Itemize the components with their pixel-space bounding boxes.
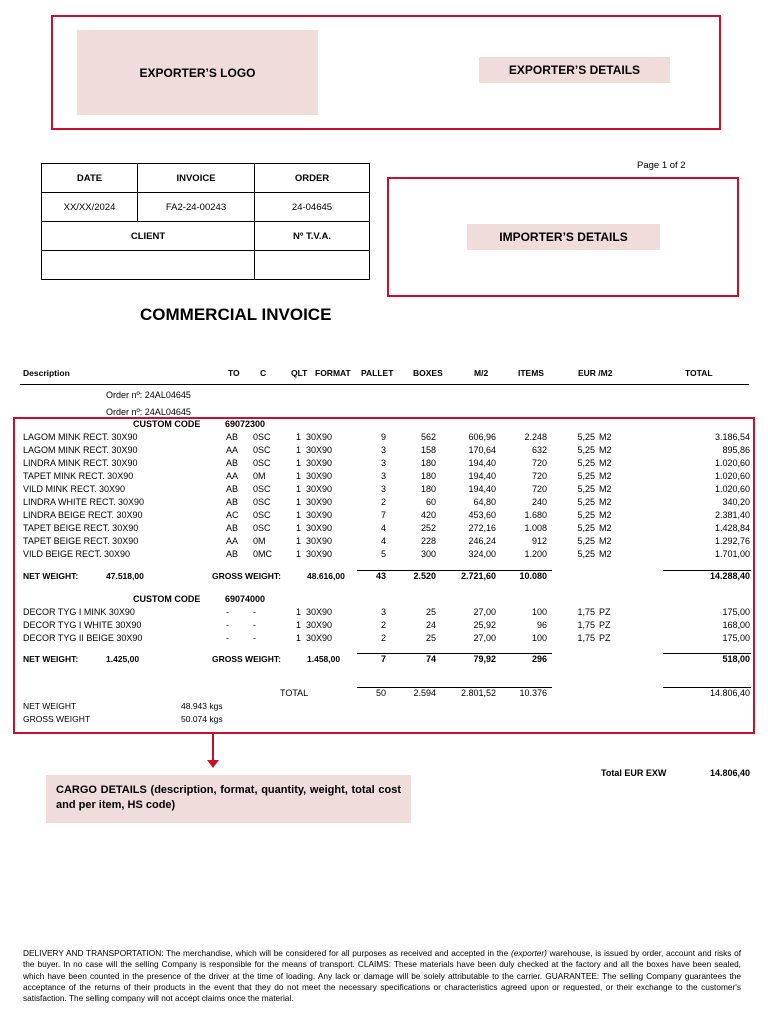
row-total: 2.381,40 bbox=[714, 510, 750, 520]
row-format: 30X90 bbox=[306, 536, 333, 546]
subtotal-total: 14.288,40 bbox=[709, 571, 750, 581]
col-eur-m2: EUR /M2 bbox=[578, 368, 613, 378]
order-value: 24-04645 bbox=[255, 193, 370, 222]
date-label: DATE bbox=[42, 164, 138, 193]
row-format: 30X90 bbox=[306, 497, 333, 507]
row-pallet: 4 bbox=[380, 536, 386, 546]
subtotal-items: 296 bbox=[531, 654, 547, 664]
terms-footer bbox=[23, 948, 741, 1004]
row-items: 240 bbox=[531, 497, 547, 507]
subtotal-boxes: 74 bbox=[425, 654, 436, 664]
row-to: - bbox=[226, 607, 229, 617]
custom-code-label: CUSTOM CODE bbox=[133, 419, 201, 429]
exporter-details-placeholder: EXPORTER’S DETAILS bbox=[479, 57, 670, 83]
row-format: 30X90 bbox=[306, 432, 333, 442]
subtotal-m2: 2.721,60 bbox=[460, 571, 496, 581]
row-items: 1.200 bbox=[524, 549, 547, 559]
row-items: 100 bbox=[531, 607, 547, 617]
row-desc: LAGOM MINK RECT. 30X90 bbox=[23, 445, 138, 455]
terms-text: warehouse, is issued by order, account and risks of the buyer. In no case will the selling Company is responsible for the means of transport. CLAIMS: These materials have been duly checked at the factory and all the boxes have been sealed, which have been counted in the presence of the driver at the time of loading. Any lack or damage will be solely attributable to the carrier. GUARANTEE: The selling Company guarantees the acceptance of the returns of their products in the event that they do not meet the necessary specifications or characteristics agreed upon or requested, or their exchange to the customer's satisfaction. The selling company will not accept claims once the material. bbox=[23, 948, 741, 1004]
row-desc: DECOR TYG I MINK 30X90 bbox=[23, 607, 135, 617]
custom-code-value: 69074000 bbox=[225, 594, 266, 604]
exporter-logo-placeholder: EXPORTER’S LOGO bbox=[77, 30, 318, 115]
row-unit: M2 bbox=[599, 432, 612, 442]
total-exw-label: Total EUR EXW bbox=[601, 768, 667, 778]
tva-value bbox=[255, 251, 370, 280]
row-unit: M2 bbox=[599, 445, 612, 455]
row-m2: 25,92 bbox=[473, 620, 496, 630]
total-net-weight-value: 48.943 kgs bbox=[181, 701, 223, 711]
col-boxes: BOXES bbox=[413, 368, 443, 378]
row-desc: LINDRA WHITE RECT. 30X90 bbox=[23, 497, 145, 507]
row-items: 720 bbox=[531, 458, 547, 468]
row-desc: TAPET BEIGE RECT. 30X90 bbox=[23, 523, 139, 533]
total-gross-weight-label: GROSS WEIGHT bbox=[23, 714, 91, 724]
row-m2: 246,24 bbox=[468, 536, 496, 546]
total-exw-value: 14.806,40 bbox=[709, 768, 750, 778]
col-items: ITEMS bbox=[518, 368, 544, 378]
row-to: - bbox=[226, 633, 229, 643]
order-reference: Order nº: 24AL04645 bbox=[106, 407, 191, 417]
row-c: - bbox=[253, 633, 256, 643]
gross-weight-label: GROSS WEIGHT: bbox=[212, 571, 281, 581]
row-items: 912 bbox=[531, 536, 547, 546]
row-format: 30X90 bbox=[306, 484, 333, 494]
row-to: AB bbox=[226, 484, 239, 494]
grand-total-amount: 14.806,40 bbox=[709, 688, 750, 698]
row-total: 1.428,84 bbox=[714, 523, 750, 533]
invoice-value: FA2-24-00243 bbox=[138, 193, 255, 222]
row-boxes: 60 bbox=[425, 497, 436, 507]
row-total: 168,00 bbox=[722, 620, 750, 630]
order-label: ORDER bbox=[255, 164, 370, 193]
col-pallet: PALLET bbox=[361, 368, 394, 378]
row-m2: 194,40 bbox=[468, 471, 496, 481]
row-price: 5,25 bbox=[577, 432, 595, 442]
col-to: TO bbox=[228, 368, 240, 378]
row-boxes: 180 bbox=[420, 458, 436, 468]
total-gross-weight-value: 50.074 kgs bbox=[181, 714, 223, 724]
date-value: XX/XX/2024 bbox=[42, 193, 138, 222]
col-c: C bbox=[260, 368, 267, 378]
row-qlt: 1 bbox=[295, 484, 301, 494]
subtotal-boxes: 2.520 bbox=[413, 571, 436, 581]
net-weight-value: 47.518,00 bbox=[106, 571, 144, 581]
row-desc: TAPET MINK RECT. 30X90 bbox=[23, 471, 134, 481]
row-to: - bbox=[226, 620, 229, 630]
row-qlt: 1 bbox=[295, 620, 301, 630]
row-unit: PZ bbox=[599, 633, 611, 643]
row-boxes: 180 bbox=[420, 471, 436, 481]
row-boxes: 180 bbox=[420, 484, 436, 494]
row-to: AA bbox=[226, 536, 239, 546]
grand-total-m2: 2.801,52 bbox=[460, 688, 496, 698]
row-m2: 27,00 bbox=[473, 607, 496, 617]
row-m2: 272,16 bbox=[468, 523, 496, 533]
row-price: 1,75 bbox=[577, 633, 595, 643]
row-qlt: 1 bbox=[295, 549, 301, 559]
importer-details-placeholder: IMPORTER’S DETAILS bbox=[467, 224, 660, 250]
gross-weight-value: 48.616,00 bbox=[307, 571, 345, 581]
row-total: 1.292,76 bbox=[714, 536, 750, 546]
client-label: CLIENT bbox=[42, 222, 255, 251]
row-items: 720 bbox=[531, 471, 547, 481]
row-c: 0SC bbox=[253, 445, 271, 455]
row-price: 1,75 bbox=[577, 607, 595, 617]
row-price: 5,25 bbox=[577, 523, 595, 533]
subtotal-total: 518,00 bbox=[722, 654, 750, 664]
row-items: 632 bbox=[531, 445, 547, 455]
row-m2: 606,96 bbox=[468, 432, 496, 442]
document-title: COMMERCIAL INVOICE bbox=[140, 305, 332, 324]
grand-total-items: 10.376 bbox=[519, 688, 547, 698]
row-unit: M2 bbox=[599, 536, 612, 546]
row-total: 1.020,60 bbox=[714, 471, 750, 481]
row-to: AB bbox=[226, 497, 239, 507]
row-m2: 170,64 bbox=[468, 445, 496, 455]
terms-text: DELIVERY AND TRANSPORTATION: The merchandise, which will be considered for all purposes as received and accepted in the bbox=[23, 948, 511, 958]
col-description: Description bbox=[23, 368, 70, 378]
order-reference: Order nº: 24AL04645 bbox=[106, 390, 191, 400]
row-to: AB bbox=[226, 549, 239, 559]
cargo-details-note: CARGO DETAILS (description, format, quantity, weight, total cost and per item, HS code) bbox=[46, 775, 411, 823]
row-to: AB bbox=[226, 523, 239, 533]
row-desc: LINDRA MINK RECT. 30X90 bbox=[23, 458, 138, 468]
row-c: 0SC bbox=[253, 497, 271, 507]
row-boxes: 158 bbox=[420, 445, 436, 455]
row-m2: 324,00 bbox=[468, 549, 496, 559]
row-format: 30X90 bbox=[306, 471, 333, 481]
page-number: Page 1 of 2 bbox=[637, 160, 686, 171]
invoice-label: INVOICE bbox=[138, 164, 255, 193]
row-price: 5,25 bbox=[577, 536, 595, 546]
row-unit: M2 bbox=[599, 523, 612, 533]
row-pallet: 2 bbox=[380, 497, 386, 507]
arrow-down-icon bbox=[207, 760, 219, 768]
row-to: AB bbox=[226, 432, 239, 442]
header-rule bbox=[20, 384, 749, 385]
row-pallet: 9 bbox=[380, 432, 386, 442]
row-c: - bbox=[253, 607, 256, 617]
row-to: AA bbox=[226, 471, 239, 481]
row-c: 0SC bbox=[253, 523, 271, 533]
row-c: 0SC bbox=[253, 510, 271, 520]
row-desc: TAPET BEIGE RECT. 30X90 bbox=[23, 536, 139, 546]
row-qlt: 1 bbox=[295, 497, 301, 507]
row-total: 3.186,54 bbox=[714, 432, 750, 442]
tva-label: Nº T.V.A. bbox=[255, 222, 370, 251]
row-qlt: 1 bbox=[295, 510, 301, 520]
row-total: 175,00 bbox=[722, 607, 750, 617]
col-m2: M/2 bbox=[474, 368, 489, 378]
row-unit: PZ bbox=[599, 620, 611, 630]
row-unit: M2 bbox=[599, 471, 612, 481]
grand-total-boxes: 2.594 bbox=[413, 688, 436, 698]
row-boxes: 300 bbox=[420, 549, 436, 559]
row-desc: DECOR TYG I WHITE 30X90 bbox=[23, 620, 142, 630]
row-pallet: 3 bbox=[380, 484, 386, 494]
row-desc: VILD MINK RECT. 30X90 bbox=[23, 484, 126, 494]
row-price: 5,25 bbox=[577, 471, 595, 481]
row-to: AA bbox=[226, 445, 239, 455]
row-boxes: 228 bbox=[420, 536, 436, 546]
arrow-line bbox=[212, 733, 214, 763]
row-qlt: 1 bbox=[295, 536, 301, 546]
terms-italic: (exporter) bbox=[510, 948, 547, 958]
subtotal-pallet: 43 bbox=[375, 571, 386, 581]
row-pallet: 5 bbox=[380, 549, 386, 559]
row-price: 5,25 bbox=[577, 484, 595, 494]
row-boxes: 25 bbox=[425, 607, 436, 617]
grand-total-label: TOTAL bbox=[280, 688, 309, 698]
row-c: 0M bbox=[253, 471, 266, 481]
row-price: 5,25 bbox=[577, 458, 595, 468]
row-pallet: 3 bbox=[380, 458, 386, 468]
custom-code-label: CUSTOM CODE bbox=[133, 594, 201, 604]
row-qlt: 1 bbox=[295, 607, 301, 617]
row-unit: M2 bbox=[599, 549, 612, 559]
row-items: 720 bbox=[531, 484, 547, 494]
row-pallet: 3 bbox=[380, 607, 386, 617]
grand-total-pallet: 50 bbox=[375, 688, 386, 698]
row-format: 30X90 bbox=[306, 620, 333, 630]
row-desc: LINDRA BEIGE RECT. 30X90 bbox=[23, 510, 143, 520]
row-c: 0SC bbox=[253, 484, 271, 494]
col-qlt: QLT bbox=[291, 368, 308, 378]
row-format: 30X90 bbox=[306, 633, 333, 643]
col-format: FORMAT bbox=[315, 368, 351, 378]
row-m2: 194,40 bbox=[468, 484, 496, 494]
row-qlt: 1 bbox=[295, 458, 301, 468]
invoice-info-table bbox=[41, 163, 370, 280]
row-items: 1.008 bbox=[524, 523, 547, 533]
row-desc: VILD BEIGE RECT. 30X90 bbox=[23, 549, 131, 559]
row-price: 5,25 bbox=[577, 510, 595, 520]
row-pallet: 4 bbox=[380, 523, 386, 533]
row-price: 5,25 bbox=[577, 549, 595, 559]
gross-weight-value: 1.458,00 bbox=[307, 654, 341, 664]
row-total: 1.020,60 bbox=[714, 484, 750, 494]
row-desc: DECOR TYG II BEIGE 30X90 bbox=[23, 633, 143, 643]
row-total: 1.701,00 bbox=[714, 549, 750, 559]
row-price: 5,25 bbox=[577, 445, 595, 455]
total-net-weight-label: NET WEIGHT bbox=[23, 701, 77, 711]
client-value bbox=[42, 251, 255, 280]
row-pallet: 3 bbox=[380, 445, 386, 455]
row-pallet: 2 bbox=[380, 633, 386, 643]
row-total: 175,00 bbox=[722, 633, 750, 643]
gross-weight-label: GROSS WEIGHT: bbox=[212, 654, 281, 664]
row-boxes: 252 bbox=[420, 523, 436, 533]
row-format: 30X90 bbox=[306, 549, 333, 559]
row-c: 0SC bbox=[253, 432, 271, 442]
row-m2: 194,40 bbox=[468, 458, 496, 468]
row-format: 30X90 bbox=[306, 607, 333, 617]
row-c: 0SC bbox=[253, 458, 271, 468]
subtotal-items: 10.080 bbox=[519, 571, 547, 581]
row-m2: 27,00 bbox=[473, 633, 496, 643]
row-format: 30X90 bbox=[306, 458, 333, 468]
row-boxes: 25 bbox=[425, 633, 436, 643]
row-pallet: 7 bbox=[380, 510, 386, 520]
row-items: 100 bbox=[531, 633, 547, 643]
row-total: 340,20 bbox=[722, 497, 750, 507]
row-items: 1.680 bbox=[524, 510, 547, 520]
row-c: 0M bbox=[253, 536, 266, 546]
row-to: AB bbox=[226, 458, 239, 468]
col-total: TOTAL bbox=[685, 368, 713, 378]
row-m2: 64,80 bbox=[473, 497, 496, 507]
net-weight-value: 1.425,00 bbox=[106, 654, 140, 664]
row-c: 0MC bbox=[253, 549, 273, 559]
row-qlt: 1 bbox=[295, 471, 301, 481]
row-desc: LAGOM MINK RECT. 30X90 bbox=[23, 432, 138, 442]
row-total: 895,86 bbox=[722, 445, 750, 455]
row-pallet: 3 bbox=[380, 471, 386, 481]
row-c: - bbox=[253, 620, 256, 630]
row-price: 1,75 bbox=[577, 620, 595, 630]
row-format: 30X90 bbox=[306, 523, 333, 533]
row-format: 30X90 bbox=[306, 510, 333, 520]
row-items: 96 bbox=[536, 620, 547, 630]
row-qlt: 1 bbox=[295, 523, 301, 533]
custom-code-value: 69072300 bbox=[225, 419, 266, 429]
subtotal-m2: 79,92 bbox=[473, 654, 496, 664]
row-qlt: 1 bbox=[295, 445, 301, 455]
row-unit: M2 bbox=[599, 484, 612, 494]
row-qlt: 1 bbox=[295, 432, 301, 442]
row-items: 2.248 bbox=[524, 432, 547, 442]
row-qlt: 1 bbox=[295, 633, 301, 643]
net-weight-label: NET WEIGHT: bbox=[23, 654, 79, 664]
subtotal-pallet: 7 bbox=[380, 654, 386, 664]
row-boxes: 24 bbox=[425, 620, 436, 630]
row-unit: M2 bbox=[599, 458, 612, 468]
row-boxes: 420 bbox=[420, 510, 436, 520]
row-pallet: 2 bbox=[380, 620, 386, 630]
row-total: 1.020,60 bbox=[714, 458, 750, 468]
net-weight-label: NET WEIGHT: bbox=[23, 571, 79, 581]
row-boxes: 562 bbox=[420, 432, 436, 442]
row-to: AC bbox=[226, 510, 239, 520]
row-unit: PZ bbox=[599, 607, 611, 617]
row-format: 30X90 bbox=[306, 445, 333, 455]
row-price: 5,25 bbox=[577, 497, 595, 507]
row-m2: 453,60 bbox=[468, 510, 496, 520]
row-unit: M2 bbox=[599, 497, 612, 507]
row-unit: M2 bbox=[599, 510, 612, 520]
